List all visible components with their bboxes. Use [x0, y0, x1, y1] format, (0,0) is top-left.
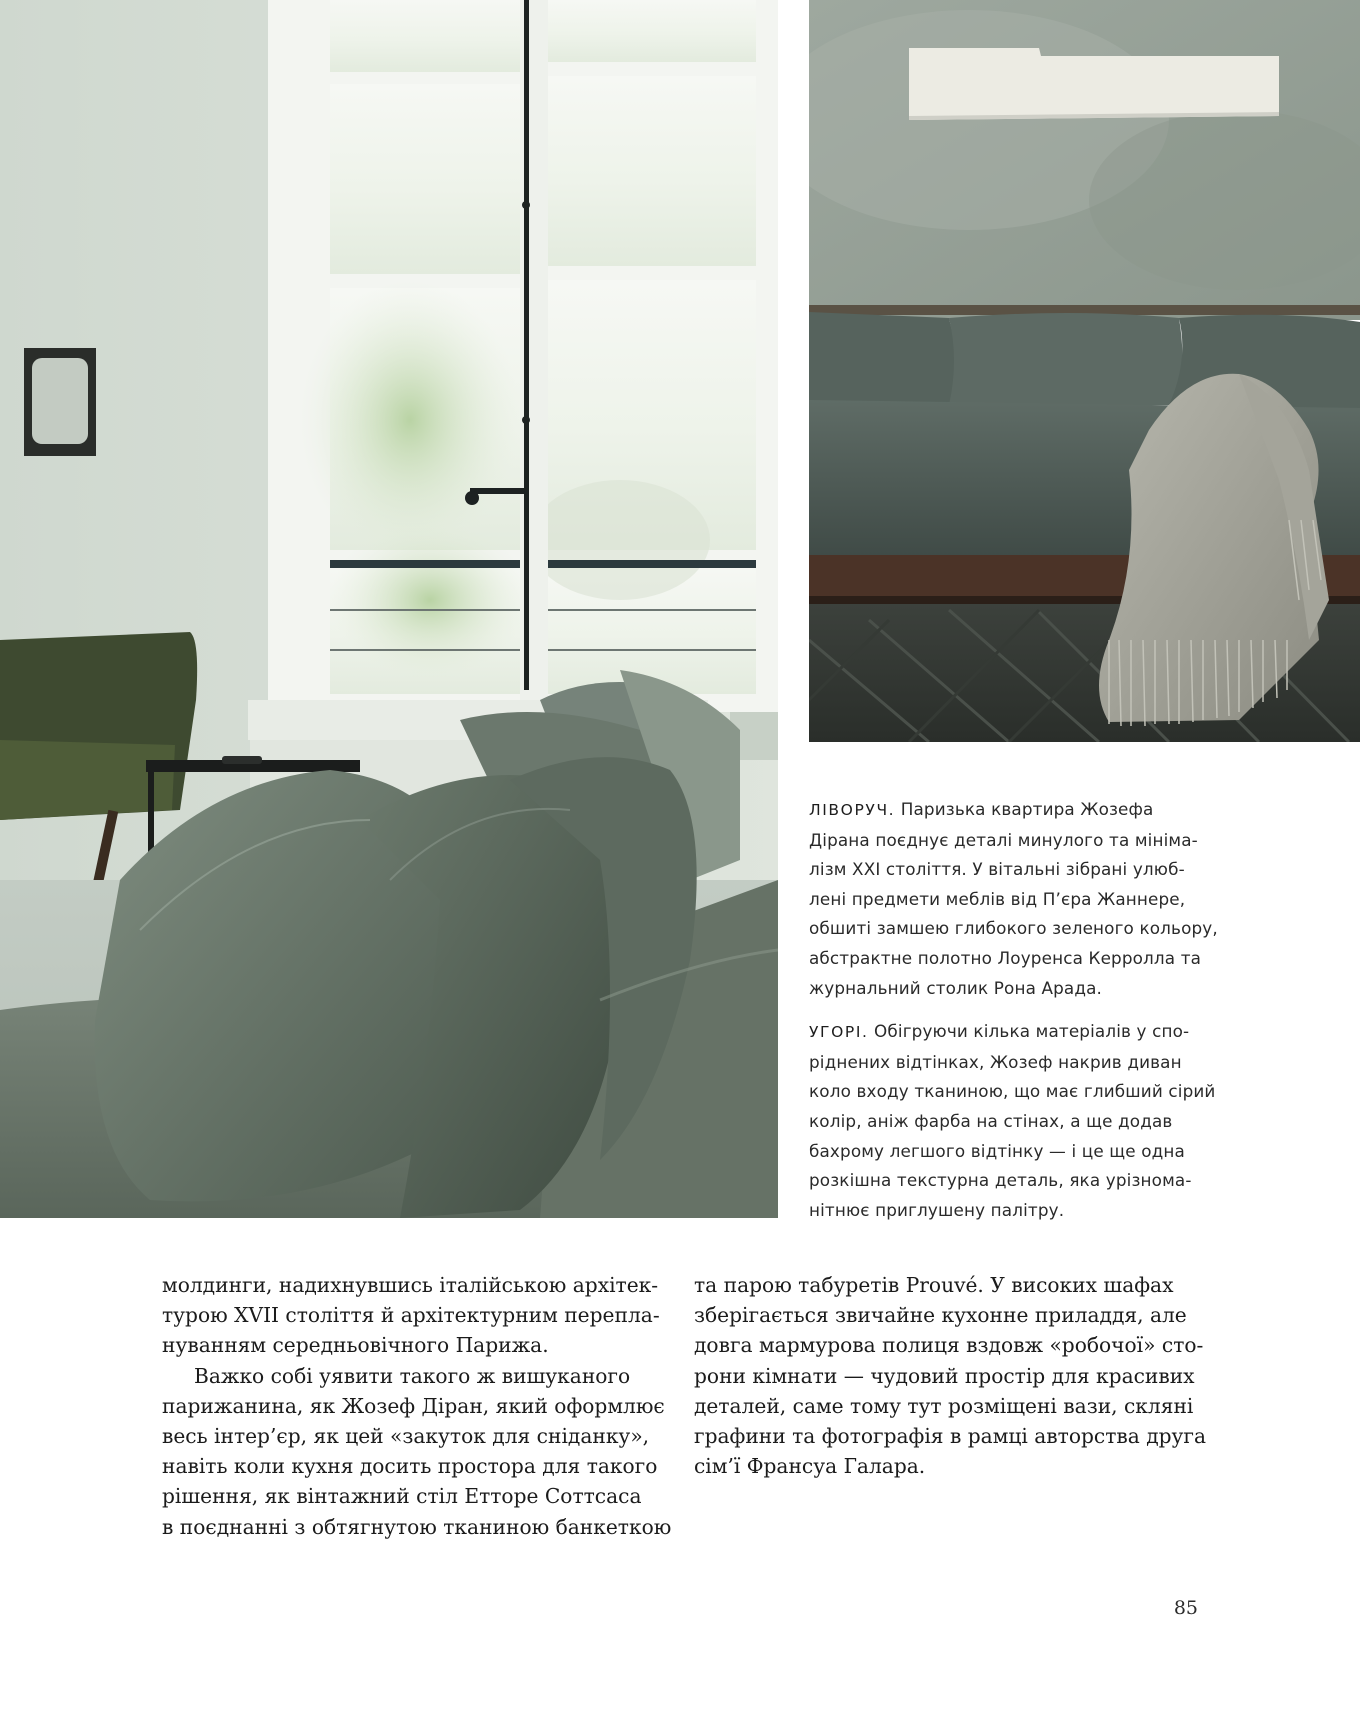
- photo-captions: [809, 795, 1218, 1239]
- body-line: довга мармурова полиця вздовж «робочої» сто-: [694, 1333, 1204, 1358]
- body-line: рони кімнати — чудовий простір для красивих: [694, 1363, 1195, 1388]
- body-line: зберігається звичайне кухонне приладдя, але: [694, 1303, 1187, 1328]
- body-line: графини та фотографія в рамці авторства друга: [694, 1424, 1207, 1449]
- caption-top-photo: УГОРІ. Обігруючи кілька матеріалів у спо- ріднених відтінках, Жозеф накрив диван коло входу тканиною, що має глибший сірий колір, аніж фарба на стінах, а ще додав бахрому легшого відтінку — і це ще одна розкішна текстурна деталь, яка урізнома- нітнює приглушену палітру.: [809, 1021, 1216, 1220]
- caption-label-top: УГОРІ.: [809, 1023, 869, 1042]
- page-number: 85: [1173, 1597, 1198, 1619]
- body-line: навіть коли кухня досить простора для такого: [162, 1454, 658, 1479]
- body-line: в поєднанні з обтягнутою тканиною банкеткою: [162, 1514, 672, 1539]
- body-text-left-column: [162, 1270, 672, 1542]
- body-line: парижанина, як Жозеф Діран, який оформлює: [162, 1393, 665, 1418]
- body-line: нуванням середньовічного Парижа.: [162, 1333, 549, 1358]
- body-line: весь інтер’єр, як цей «закуток для сніданку»,: [162, 1424, 650, 1449]
- caption-left-photo: ЛІВОРУЧ. Паризька квартира Жозефа Дірана поєднує деталі минулого та мініма- лізм XXI століття. У вітальні зібрані улюб- лені предмети меблів від П’єра Жаннере, обшиті замшею глибокого зеленого кольору, абстрактне полотно Лоуренса Керролла та журнальний столик Рона Арада.: [809, 799, 1218, 998]
- body-line: деталей, саме тому тут розміщені вази, скляні: [694, 1393, 1194, 1418]
- sofa-with-throw-photo: [809, 0, 1360, 742]
- body-line-paragraph-start: Важко собі уявити такого ж вишуканого: [194, 1363, 631, 1388]
- body-line: сім’ї Франсуа Галара.: [694, 1454, 926, 1479]
- living-room-photo: [0, 0, 778, 1218]
- body-line: та парою табуретів Prouvé. У високих шафах: [694, 1273, 1174, 1297]
- body-text-right-column: [694, 1270, 1207, 1481]
- body-line: молдинги, надихнувшись італійською архітек-: [162, 1273, 659, 1297]
- body-line: турою XVII століття й архітектурним перепла-: [162, 1303, 660, 1328]
- body-line: рішення, як вінтажний стіл Етторе Соттсаса: [162, 1484, 642, 1509]
- caption-label-left: ЛІВОРУЧ.: [809, 801, 896, 819]
